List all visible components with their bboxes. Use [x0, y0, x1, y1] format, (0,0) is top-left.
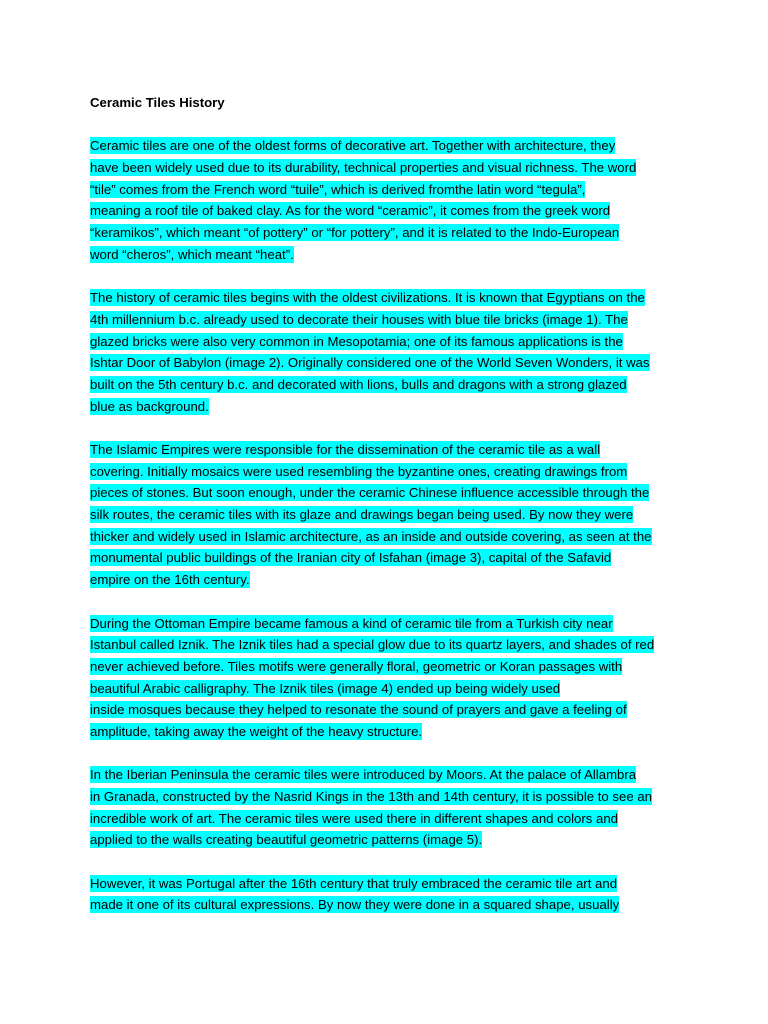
- highlighted-text: built on the 5th century b.c. and decorated with lions, bulls and dragons with a strong glazed: [90, 376, 627, 392]
- highlighted-text: The Islamic Empires were responsible for the dissemination of the ceramic tile as a wall: [90, 442, 601, 458]
- text-line: [90, 808, 690, 830]
- highlighted-text: never achieved before. Tiles motifs were generally floral, geometric or Koran passages with: [90, 658, 623, 674]
- highlighted-text: beautiful Arabic calligraphy. The Iznik tiles (image 4) ended up being widely used: [90, 680, 561, 696]
- paragraph: [90, 135, 690, 265]
- document-page: [90, 92, 690, 938]
- text-line: [90, 396, 690, 418]
- highlighted-text: Istanbul called Iznik. The Iznik tiles had a special glow due to its quartz layers, and shades of red: [90, 637, 655, 653]
- text-line: [90, 309, 690, 331]
- highlighted-text: amplitude, taking away the weight of the heavy structure.: [90, 723, 423, 739]
- highlighted-text: covering. Initially mosaics were used resembling the byzantine ones, creating drawings from: [90, 463, 628, 479]
- document-body: [90, 135, 690, 916]
- text-line: [90, 352, 690, 374]
- text-line: [90, 829, 690, 851]
- highlighted-text: During the Ottoman Empire became famous a kind of ceramic tile from a Turkish city near: [90, 615, 613, 631]
- highlighted-text: empire on the 16th century.: [90, 572, 250, 588]
- highlighted-text: have been widely used due to its durability, technical properties and visual richness. The word: [90, 160, 637, 176]
- text-line: [90, 179, 690, 201]
- text-line: [90, 504, 690, 526]
- text-line: [90, 461, 690, 483]
- highlighted-text: glazed bricks were also very common in Mesopotamia; one of its famous applications is the: [90, 333, 623, 349]
- paragraph: [90, 613, 690, 743]
- text-line: [90, 200, 690, 222]
- highlighted-text: incredible work of art. The ceramic tiles were used there in different shapes and colors and: [90, 810, 619, 826]
- highlighted-text: applied to the walls creating beautiful geometric patterns (image 5).: [90, 832, 483, 848]
- highlighted-text: “tile” comes from the French word “tuile”, which is derived fromthe latin word “tegula”,: [90, 181, 586, 197]
- highlighted-text: silk routes, the ceramic tiles with its glaze and drawings began being used. By now they were: [90, 507, 634, 523]
- highlighted-text: Ishtar Door of Babylon (image 2). Originally considered one of the World Seven Wonders, it was: [90, 355, 650, 371]
- text-line: [90, 374, 690, 396]
- text-line: [90, 547, 690, 569]
- highlighted-text: blue as background.: [90, 398, 209, 414]
- highlighted-text: word “cheros”, which meant “heat”.: [90, 246, 294, 262]
- text-line: [90, 244, 690, 266]
- paragraph: [90, 764, 690, 851]
- highlighted-text: monumental public buildings of the Iranian city of Isfahan (image 3), capital of the Safavid: [90, 550, 612, 566]
- text-line: [90, 222, 690, 244]
- text-line: [90, 634, 690, 656]
- text-line: [90, 569, 690, 591]
- text-line: [90, 331, 690, 353]
- highlighted-text: pieces of stones. But soon enough, under the ceramic Chinese influence accessible through the: [90, 485, 650, 501]
- text-line: [90, 873, 690, 895]
- text-line: [90, 764, 690, 786]
- highlighted-text: inside mosques because they helped to resonate the sound of prayers and gave a feeling of: [90, 702, 627, 718]
- text-line: [90, 613, 690, 635]
- text-line: [90, 526, 690, 548]
- text-line: [90, 678, 690, 700]
- paragraph: [90, 287, 690, 417]
- text-line: [90, 287, 690, 309]
- highlighted-text: thicker and widely used in Islamic architecture, as an inside and outside covering, as seen at the: [90, 528, 652, 544]
- text-line: [90, 894, 690, 916]
- text-line: [90, 656, 690, 678]
- text-line: [90, 482, 690, 504]
- paragraph: [90, 439, 690, 591]
- paragraph: [90, 873, 690, 916]
- highlighted-text: “keramikos”, which meant “of pottery” or “for pottery”, and it is related to the Indo-European: [90, 225, 620, 241]
- highlighted-text: In the Iberian Peninsula the ceramic tiles were introduced by Moors. At the palace of Allambra: [90, 767, 637, 783]
- highlighted-text: in Granada, constructed by the Nasrid Kings in the 13th and 14th century, it is possible to see an: [90, 789, 653, 805]
- highlighted-text: made it one of its cultural expressions. By now they were done in a squared shape, usually: [90, 897, 620, 913]
- highlighted-text: The history of ceramic tiles begins with the oldest civilizations. It is known that Egyptians on the: [90, 290, 645, 306]
- highlighted-text: 4th millennium b.c. already used to decorate their houses with blue tile bricks (image 1). The: [90, 311, 628, 327]
- text-line: [90, 157, 690, 179]
- text-line: [90, 786, 690, 808]
- document-title: Ceramic Tiles History: [90, 95, 225, 110]
- highlighted-text: However, it was Portugal after the 16th century that truly embraced the ceramic tile art and: [90, 875, 618, 891]
- text-line: [90, 135, 690, 157]
- text-line: [90, 439, 690, 461]
- text-line: [90, 699, 690, 721]
- highlighted-text: Ceramic tiles are one of the oldest forms of decorative art. Together with architecture, they: [90, 138, 616, 154]
- text-line: [90, 721, 690, 743]
- highlighted-text: meaning a roof tile of baked clay. As for the word “ceramic”, it comes from the greek word: [90, 203, 611, 219]
